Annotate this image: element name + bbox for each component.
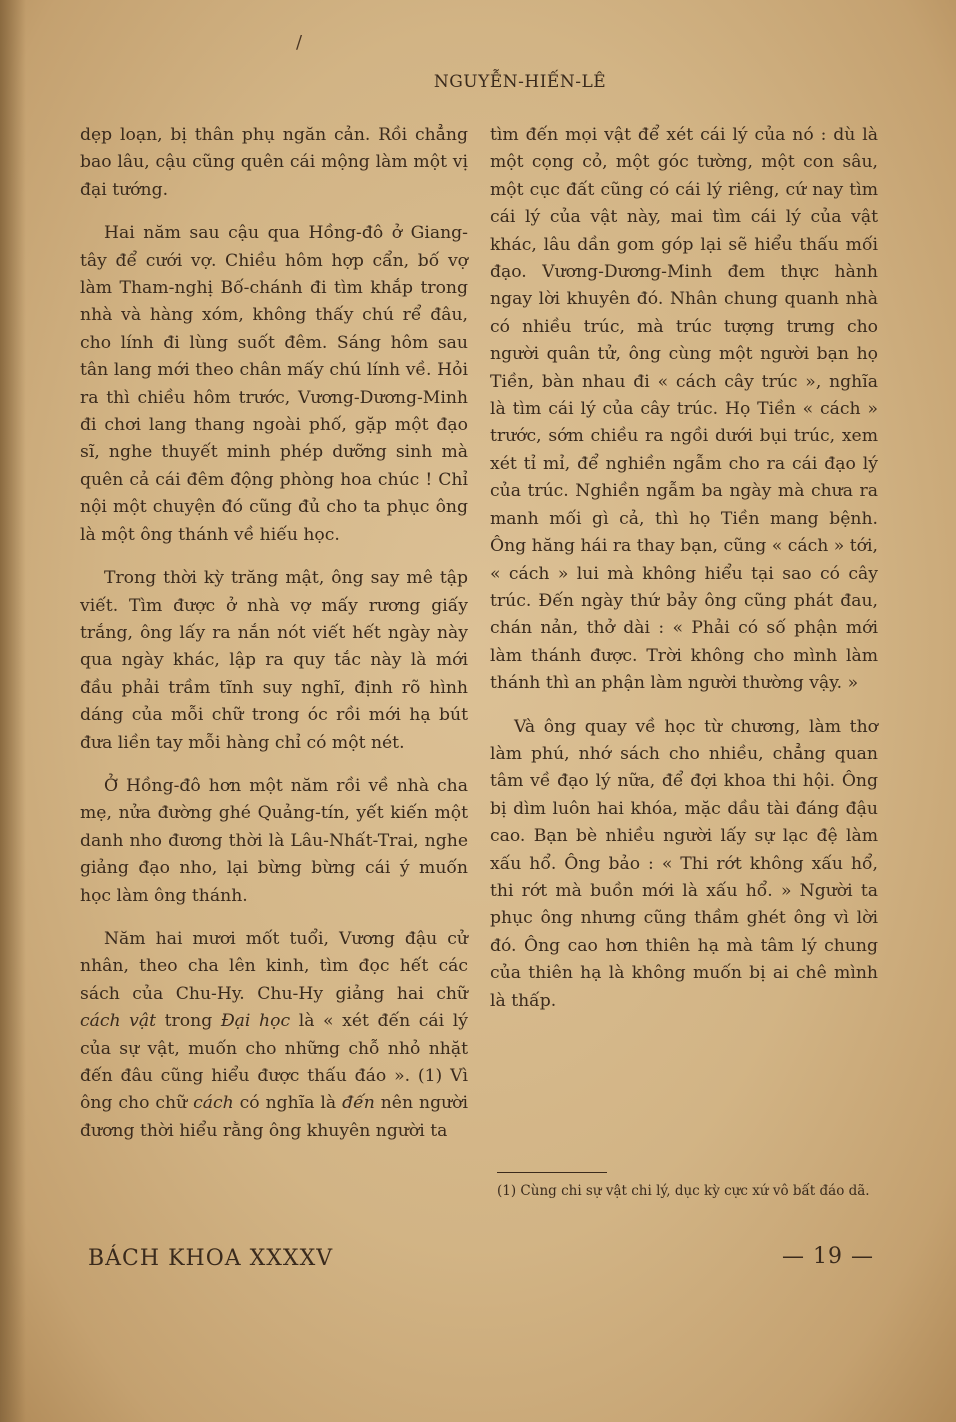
footnote-divider xyxy=(497,1172,607,1173)
paragraph xyxy=(80,926,468,1145)
paragraph: Ở Hồng-đô hơn một năm rồi về nhà cha mẹ, nửa đường ghé Quảng-tín, yết kiến một danh nho đương thời là Lâu-Nhất-Trai, nghe giảng đạo nho, lại bừng bừng cái ý muốn học làm ông thánh. xyxy=(80,775,468,906)
paragraph: tìm đến mọi vật để xét cái lý của nó : dù là một cọng cỏ, một góc tường, một con sâu, một cục đất cũng có cái lý riêng, cứ nay tìm cái lý của vật này, mai tìm cái lý của vật khác, lâu dần gom góp lại sẽ hiểu thấu mối đạo. Vương-Dương-Minh đem thực hành ngay lời khuyên đó. Nhân chung quanh nhà có nhiều trúc, mà trúc tượng trưng cho người quân tử, ông cùng một người bạn họ Tiền, bàn nhau đi « cách cây trúc », nghĩa là tìm cái lý của cây trúc. Họ Tiền « cách » trước, sớm chiều ra ngồi dưới bụi trúc, xem xét tỉ mỉ, để nghiền ngẫm cho ra cái đạo lý của trúc. Nghiền ngẫm ba ngày mà chưa ra manh mối gì cả, thì họ Tiền mang bệnh. Ông hăng hái ra thay bạn, cũng « cách » tới, « cách » lui mà không hiểu tại sao có cây trúc. Đến ngày thứ bảy ông cũng phát đau, chán nản, thở dài : « Phải có số phận mới làm thánh được. Trời không cho mình làm thánh thì an phận làm người thường vậy. » xyxy=(490,125,878,694)
footnote: (1) Cùng chi sự vật chi lý, dục kỳ cực xứ vô bất đáo dã. xyxy=(497,1183,870,1199)
running-header: NGUYỄN-HIẾN-LÊ xyxy=(433,72,607,92)
italic-term: Đại học xyxy=(220,1011,291,1032)
text-run: có nghĩa là xyxy=(233,1093,343,1114)
paragraph: Hai năm sau cậu qua Hồng-đô ở Giang-tây để cưới vợ. Chiều hôm hợp cẩn, bố vợ làm Tham-nghị Bố-chánh đi tìm khắp trong nhà và hàng xóm, không thấy chú rể đâu, cho lính đi lùng suốt đêm. Sáng hôm sau tân lang mới theo chân mấy chú lính về. Hỏi ra thì chiều hôm trước, Vương-Dương-Minh đi chơi lang thang ngoài phố, gặp một đạo sĩ, nghe thuyết minh phép dưỡng sinh mà quên cả cái đêm động phòng hoa chúc ! Chỉ nội một chuyện đó cũng đủ cho ta phục ông là một ông thánh về hiếu học. xyxy=(80,223,468,545)
text-run: Năm hai mươi mốt tuổi, Vương đậu cử nhân, theo cha lên kinh, tìm đọc hết các sách của Chu-Hy. Chu-Hy giảng hai chữ xyxy=(80,928,468,1004)
italic-term: cách xyxy=(193,1093,234,1114)
left-column xyxy=(80,122,468,1161)
text-run: trong xyxy=(156,1011,221,1032)
text-run: nên người đương thời hiểu rằng ông khuyên người ta xyxy=(80,1093,468,1141)
paragraph: Trong thời kỳ trăng mật, ông say mê tập viết. Tìm được ở nhà vợ mấy rương giấy trắng, ông lấy ra nắn nót viết hết ngày này qua ngày khác, lập ra quy tắc này là mới đầu phải trầm tĩnh suy nghĩ, định rõ hình dáng của mỗi chữ trong óc rồi mới hạ bút đưa liền tay mỗi hàng chỉ có một nét. xyxy=(80,568,468,753)
journal-name: BÁCH KHOA XXXXV xyxy=(88,1246,334,1271)
right-column xyxy=(490,122,878,1031)
page-edge-shadow xyxy=(0,0,26,1422)
ink-mark: / xyxy=(296,32,303,53)
text-run: là « xét đến cái lý của sự vật, muốn cho những chỗ nhỏ nhặt đến đâu cũng hiểu được thấu đáo ». (1) Vì ông cho chữ xyxy=(80,1011,468,1114)
italic-term: đến xyxy=(342,1093,375,1114)
page-number: — 19 — xyxy=(782,1244,874,1269)
paragraph: Và ông quay về học từ chương, làm thơ làm phú, nhớ sách cho nhiều, chẳng quan tâm về đạo lý nữa, để đợi khoa thi hội. Ông bị dìm luôn hai khóa, mặc dầu tài đáng đậu cao. Bạn bè nhiều người lấy sự lạc đệ làm xấu hổ. Ông bảo : « Thi rớt không xấu hổ, thi rớt mà buồn mới là xấu hổ. » Người ta phục ông nhưng cũng thầm ghét ông vì lời đó. Ông cao hơn thiên hạ mà tâm lý chung của thiên hạ là không muốn bị ai chê mình là thấp. xyxy=(490,716,878,1011)
italic-term: cách vật xyxy=(80,1011,157,1032)
paragraph: dẹp loạn, bị thân phụ ngăn cản. Rồi chẳng bao lâu, cậu cũng quên cái mộng làm một vị đại tướng. xyxy=(80,125,468,200)
